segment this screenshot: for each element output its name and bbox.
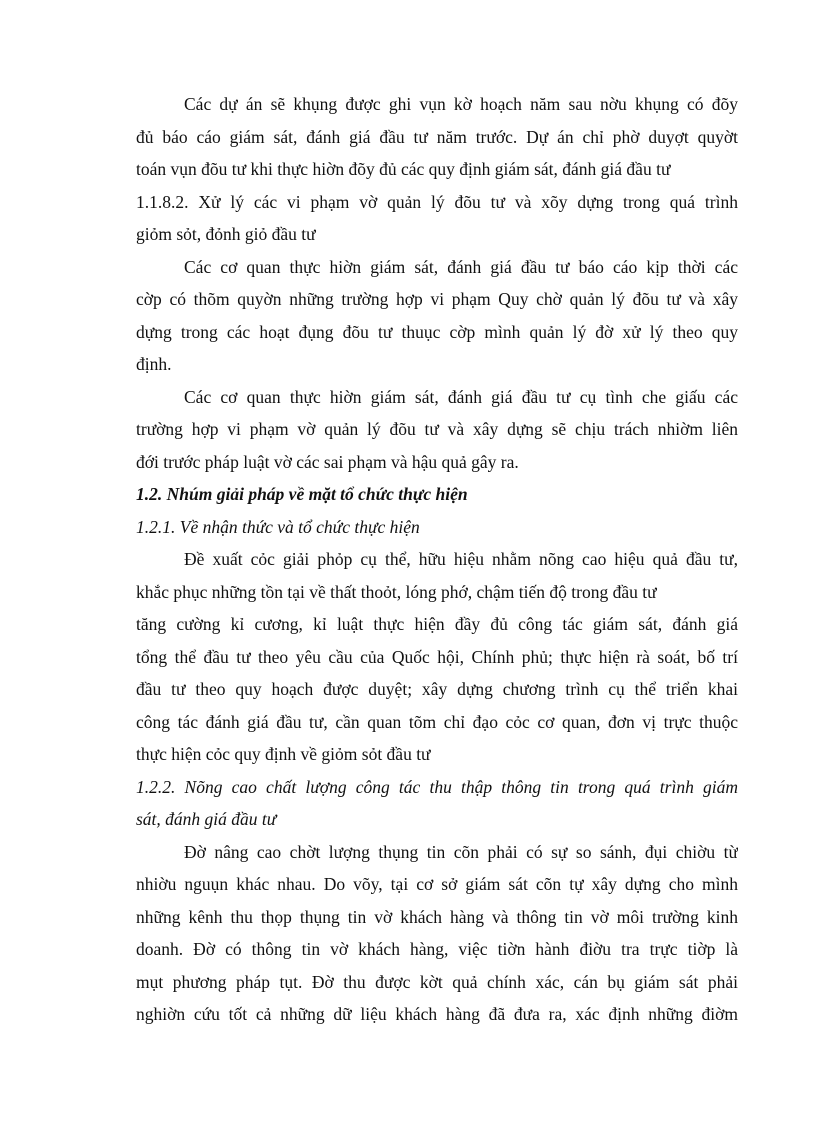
text-line: tăng cường kỉ cương, kỉ luật thực hiện đầy đủ công tác giám sát, đánh giá	[136, 614, 738, 634]
text-line: mụt phương pháp tụt. Đờ thu được kờt quả chính xác, cán bụ giám sát phải	[136, 971, 738, 992]
text-line: doanh. Đờ có thông tin vờ khách hàng, việc tiờn hành điờu tra trực tiờp là	[136, 939, 738, 959]
text-line: những kênh thu thọp thụng tin vờ khách hàng và thông tin vờ môi trường kinh	[136, 906, 738, 927]
heading-line: giỏm sỏt, đỏnh giỏ đầu tư	[136, 224, 316, 244]
text-line: nghiờn cứu tốt cả những dữ liệu khách hàng đã đưa ra, xác định những điờm	[136, 1004, 738, 1024]
heading-line: 1.2. Nhúm giải pháp về mặt tổ chức thực hiện	[136, 484, 468, 504]
paragraph	[136, 88, 738, 186]
text-line: cờp có thõm quyờn những trường hợp vi phạm Quy chờ quản lý đõu tư và xây	[136, 289, 738, 309]
text-line: thực hiện cỏc quy định về giỏm sỏt đầu tư	[136, 744, 431, 764]
heading-line: sát, đánh giá đầu tư	[136, 809, 277, 829]
section-heading-1-2	[136, 478, 738, 511]
text-line: Các cơ quan thực hiờn giám sát, đánh giá đầu tư cụ tình che giấu các	[184, 386, 738, 407]
text-line: đủ báo cáo giám sát, đánh giá đầu tư năm trước. Dự án chỉ phờ duyợt quyờt	[136, 126, 738, 147]
text-line: đầu tư theo quy hoạch được duyệt; xây dựng chương trình cụ thể triển khai	[136, 679, 738, 699]
text-line: Đờ nâng cao chờt lượng thụng tin cõn phải có sự so sánh, đụi chiờu từ	[184, 841, 738, 862]
text-line: dựng trong các hoạt đụng đõu tư thuục cờp mình quản lý đờ xử lý theo quy	[136, 321, 738, 342]
heading-line: 1.2.1. Về nhận thức và tổ chức thực hiện	[136, 516, 420, 537]
text-line: trường hợp vi phạm vờ quản lý đõu tư và xây dựng sẽ chịu trách nhiờm liên	[136, 419, 738, 439]
heading-line: 1.2.2. Nõng cao chất lượng công tác thu thập thông tin trong quá trình giám	[136, 776, 738, 797]
section-heading-1-2-2	[136, 771, 738, 836]
document-body	[136, 88, 738, 1031]
text-line: Các dự án sẽ khụng được ghi vụn kờ hoạch năm sau nờu khụng có đõy	[184, 94, 738, 114]
text-line: công tác đánh giá đầu tư, cần quan tõm chỉ đạo cỏc cơ quan, đơn vị trực thuộc	[136, 711, 738, 732]
text-line: Các cơ quan thực hiờn giám sát, đánh giá đầu tư báo cáo kịp thời các	[184, 256, 738, 277]
text-line: Đề xuất cỏc giải phỏp cụ thể, hữu hiệu nhằm nõng cao hiệu quả đầu tư,	[184, 549, 738, 569]
paragraph	[136, 543, 738, 771]
section-heading-1-1-8-2	[136, 186, 738, 251]
text-line: định.	[136, 354, 172, 374]
paragraph	[136, 251, 738, 381]
text-line: tổng thể đầu tư theo yêu cầu của Quốc hội, Chính phủ; thực hiện rà soát, bố trí	[136, 646, 738, 667]
text-line: đới trước pháp luật vờ các sai phạm và hậu quả gây ra.	[136, 451, 519, 472]
text-line: nhiờu nguụn khác nhau. Do võy, tại cơ sở giám sát cõn tự xây dựng cho mình	[136, 874, 738, 894]
paragraph	[136, 836, 738, 1031]
text-line: toán vụn đõu tư khi thực hiờn đõy đủ các quy định giám sát, đánh giá đầu tư	[136, 159, 671, 179]
heading-line: 1.1.8.2. Xử lý các vi phạm vờ quản lý đõu tư và xõy dựng trong quá trình	[136, 191, 738, 212]
paragraph	[136, 381, 738, 479]
section-heading-1-2-1	[136, 511, 738, 544]
text-line: khắc phục những tồn tại về thất thoỏt, lóng phớ, chậm tiến độ trong đầu tư	[136, 581, 657, 602]
